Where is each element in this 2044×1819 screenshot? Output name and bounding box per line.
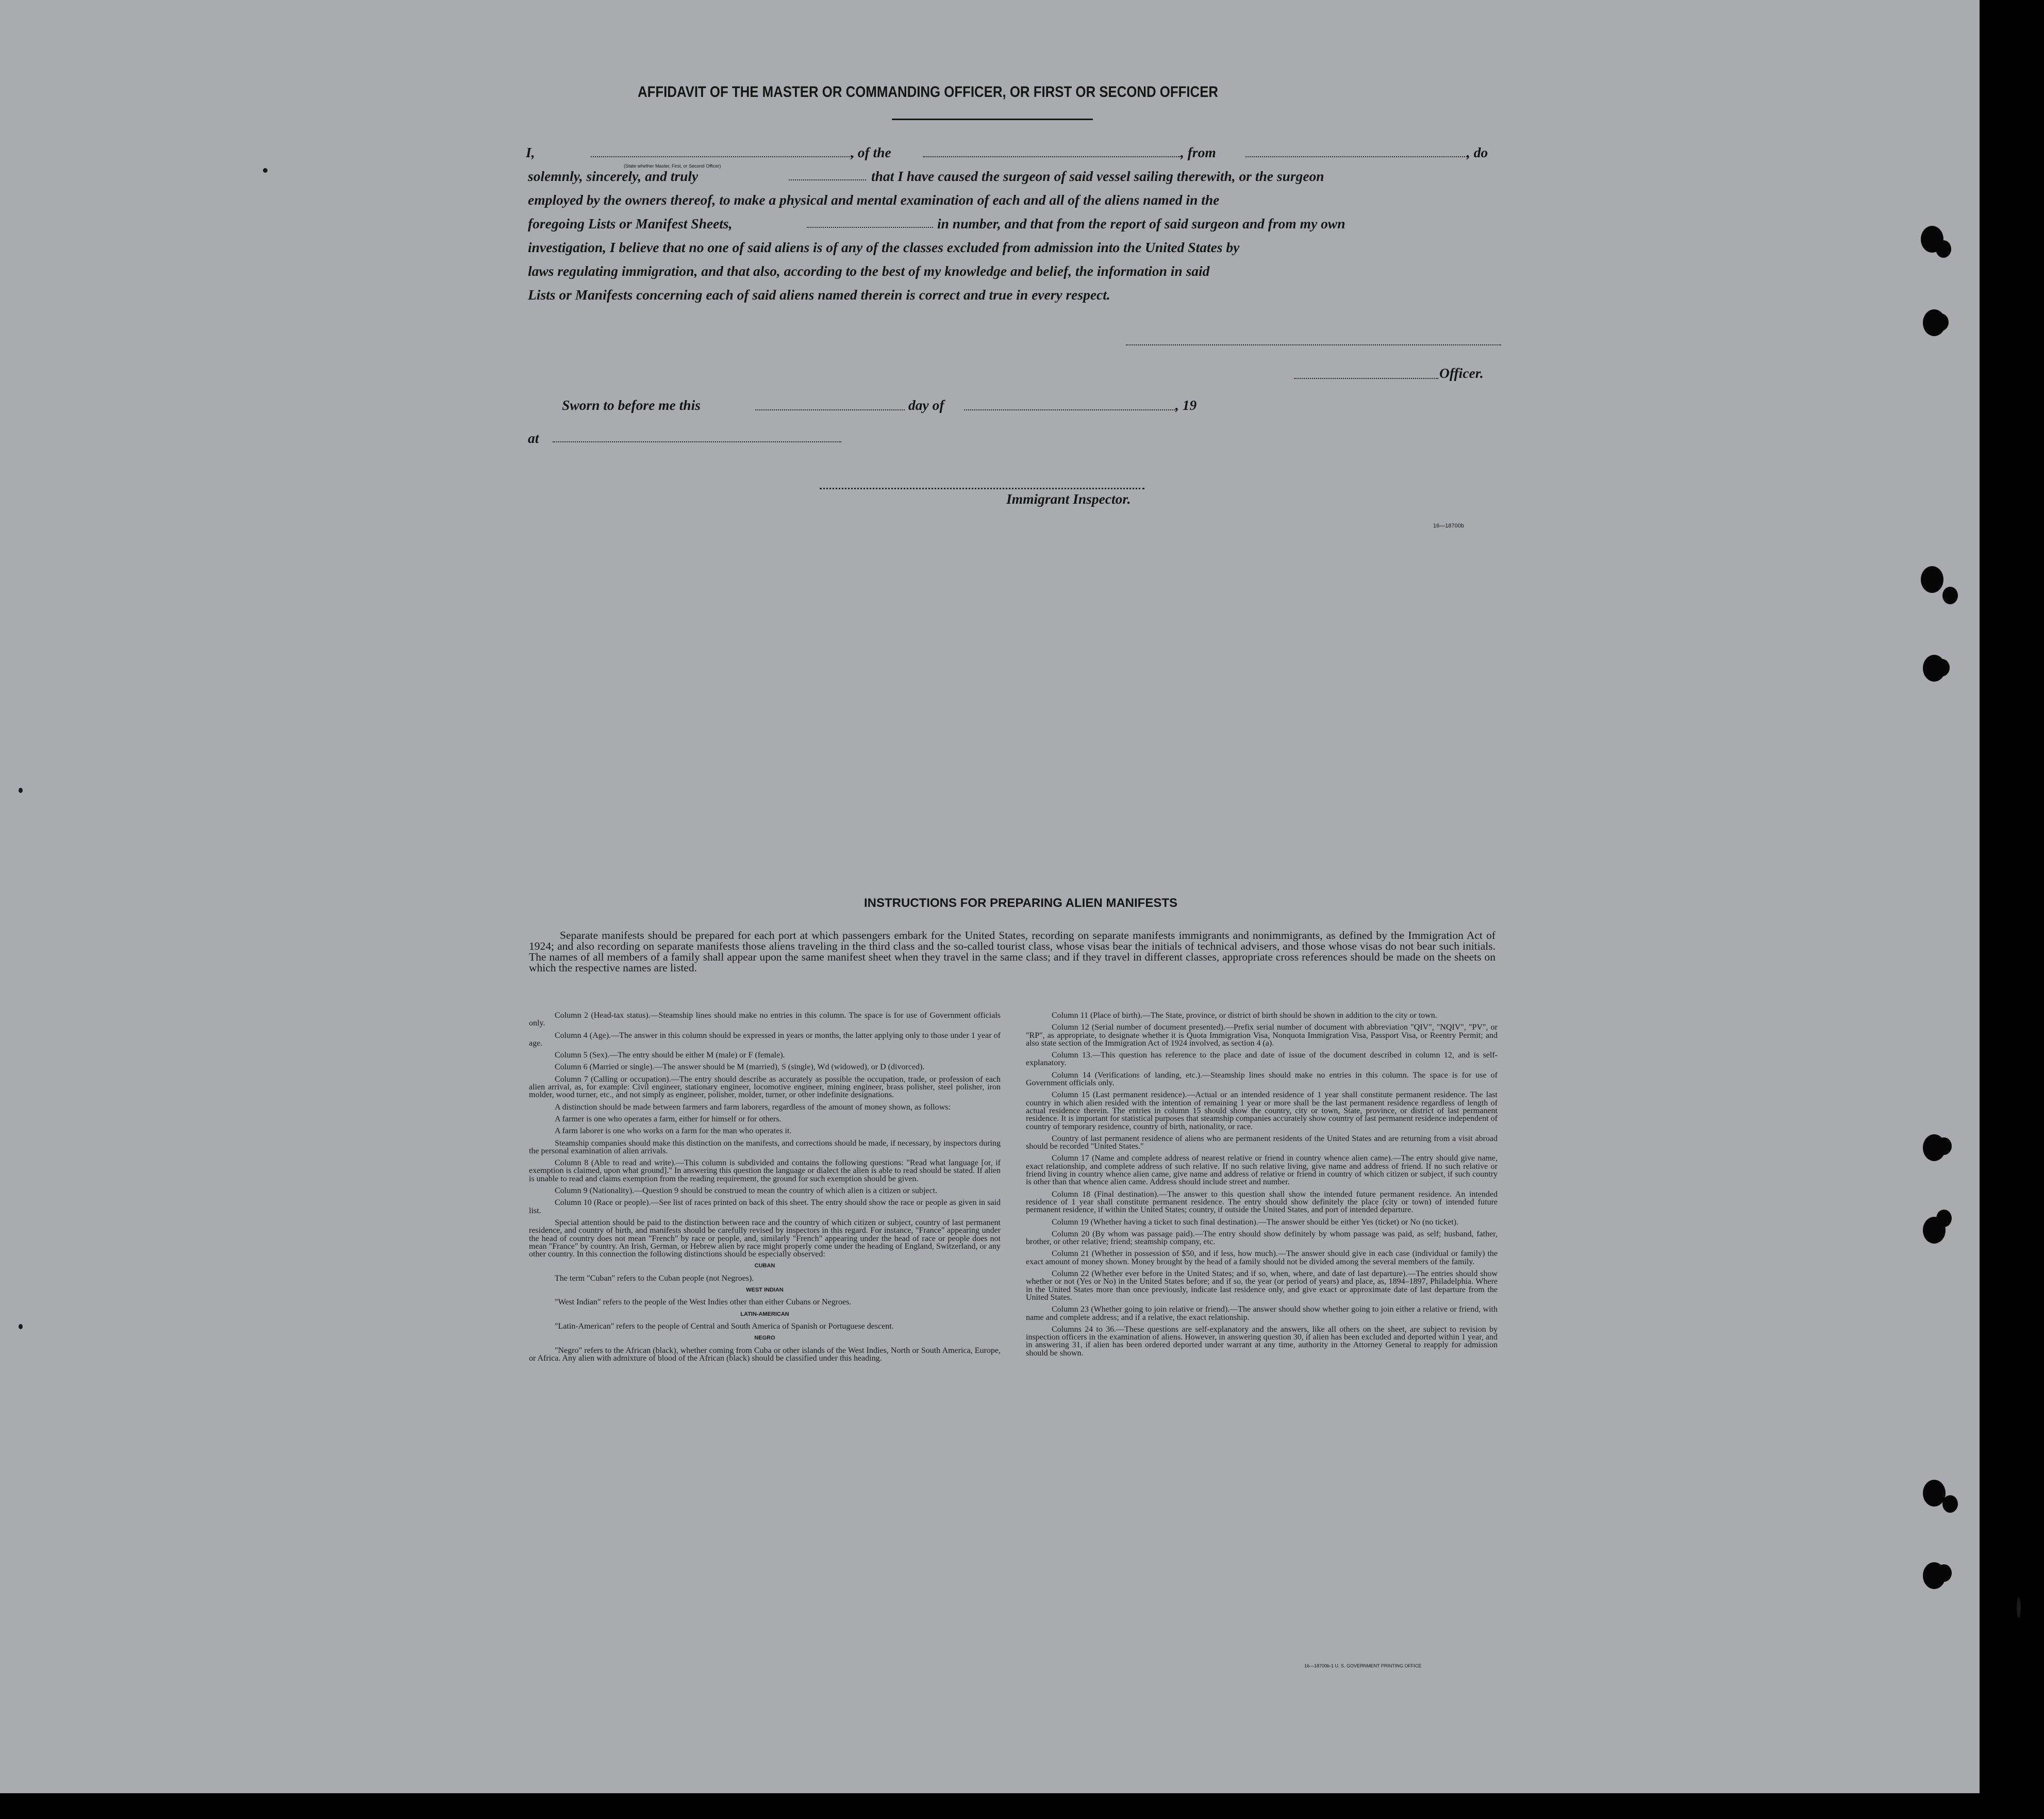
sworn-place-blank[interactable] <box>553 441 841 442</box>
vessel-name-blank[interactable] <box>923 156 1181 157</box>
sworn-day-blank[interactable] <box>755 409 905 410</box>
instruction-paragraph: A distinction should be made between farmers and farm laborers, regardless of the amount of money shown, as follows: <box>555 1102 951 1112</box>
form-code: 16—18700b <box>1433 523 1464 529</box>
officer-label: Officer. <box>1439 365 1484 381</box>
instruction-paragraph: "West Indian" refers to the people of the West Indies other than either Cubans or Negroes. <box>555 1298 852 1307</box>
printing-office-footer: 16—18700b-1 U. S. GOVERNMENT PRINTING OFFICE <box>1304 1663 1422 1668</box>
punch-hole-mark <box>1936 1564 1952 1582</box>
instruction-paragraph: Country of last permanent residence of aliens who are permanent residents of the United States and are returning from a visit abroad should be recorded "United States." <box>1026 1134 1498 1151</box>
instructions-right-column <box>1026 1012 1498 1361</box>
instruction-paragraph: The term "Cuban" refers to the Cuban people (not Negroes). <box>555 1274 754 1283</box>
year-label: , 19 <box>1175 397 1197 413</box>
instruction-paragraph: Column 10 (Race or people).—See list of races printed on back of this sheet. The entry should show the race or people as given in said list. <box>529 1198 1001 1215</box>
punch-hole-mark <box>1921 566 1943 593</box>
ink-speck <box>19 788 23 793</box>
affidavit-line-4-b: in number, and that from the report of said surgeon and from my own <box>937 216 1345 231</box>
punch-hole-mark <box>1942 587 1958 604</box>
instruction-paragraph: Column 13.—This question has reference to the place and date of issue of the document described in column 12, and is self-explanatory. <box>1026 1051 1498 1068</box>
affidavit-line-1-do: , do <box>1467 144 1488 160</box>
ink-speck <box>19 1324 23 1329</box>
instructions-intro: Separate manifests should be prepared for each port at which passengers embark for the United States, recording on separate manifests immigrants and nonimmigrants, as defined by the Immigration Act of 1924; and also recording on separate manifests those aliens traveling in the third class and the so-called tourist class, whose visas bear the initials of technical advisers, and those whose visas do not bear such initials. The names of all members of a family shall appear upon the same manifest sheet when they travel in the same class; and if they travel in different classes, appropriate cross references should be made on the sheets on which the respective names are listed. <box>529 929 1495 974</box>
instruction-paragraph: Column 21 (Whether in possession of $50, and if less, how much).—The answer should give in each case (individual or family) the exact amount of money shown. Money brought by the head of a family should not be divided among the several members of the family. <box>1026 1249 1498 1266</box>
instruction-paragraph: Column 6 (Married or single).—The answer should be M (married), S (single), Wd (widowed), or D (divorced). <box>555 1063 925 1072</box>
affidavit-line-1-of: , of the <box>851 144 891 160</box>
punch-hole-mark <box>1934 659 1950 676</box>
instruction-paragraph: A farmer is one who operates a farm, either for himself or for others. <box>555 1114 782 1123</box>
affidavit-line-2-b: that I have caused the surgeon of said vessel sailing therewith, or the surgeon <box>871 168 1324 184</box>
instruction-paragraph: Column 5 (Sex).—The entry should be either M (male) or F (female). <box>555 1051 785 1060</box>
ink-speck <box>2017 1597 2021 1618</box>
ink-speck <box>263 168 268 173</box>
affidavit-line-7: Lists or Manifests concerning each of said aliens named therein is correct and true in every respect. <box>528 287 1110 303</box>
instruction-paragraph: Steamship companies should make this distinction on the manifests, and corrections should be made, if necessary, by inspectors during the personal examination of alien arrivals. <box>529 1138 1001 1155</box>
officer-title-blank[interactable] <box>1294 378 1438 379</box>
inspector-signature-line[interactable] <box>820 488 1144 489</box>
instruction-paragraph: Special attention should be paid to the distinction between race and the country of which citizen or subject, country of last permanent residence, and country of birth, and manifests should be carefully revised by inspectors in this regard. For instance, "France" appearing under the head of country does not mean "French" by race or people, and, similarly "French" appearing under the head of race or people does not mean "France" by country. An Irish, German, or Hebrew alien by race might properly come under the heading of England, Switzerland, or any other country. In this connection the following distinctions should be especially observed: <box>529 1218 1001 1259</box>
instruction-paragraph: Column 12 (Serial number of document presented).—Prefix serial number of document with abbreviation "QIV", "NQIV", "PV", or "RP", as appropriate, to designate whether it is Quota Immigration Visa, Nonquota Immigration Visa, Passport Visa, or Reentry Permit; and also state section of the Immigration Act of 1924 involved, as section 4 (a). <box>1026 1023 1498 1048</box>
officer-signature-line[interactable] <box>1126 344 1501 345</box>
sworn-month-blank[interactable] <box>964 409 1175 410</box>
instruction-paragraph: A farm laborer is one who works on a farm for the man who operates it. <box>555 1127 792 1136</box>
instruction-paragraph: Column 9 (Nationality).—Question 9 should be construed to mean the country of which alien is a citizen or subject. <box>555 1186 938 1196</box>
punch-hole-mark <box>1936 1210 1952 1227</box>
affidavit-line-1-from: , from <box>1181 144 1216 160</box>
oath-blank[interactable] <box>789 179 866 180</box>
officer-rank-note: (State whether Master, First, or Second Officer) <box>624 163 721 169</box>
officer-rank-blank[interactable] <box>591 156 854 157</box>
section-heading-west-indian: WEST INDIAN <box>746 1287 784 1294</box>
day-of-label: day of <box>908 397 944 413</box>
punch-hole-mark <box>1942 1495 1958 1513</box>
instruction-paragraph: Column 20 (By whom was passage paid).—The entry should show definitely by whom passage was paid, as self; husband, father, brother, or other relative; friend; steamship company, etc. <box>1026 1229 1498 1247</box>
instruction-paragraph: Column 14 (Verifications of landing, etc.).—Steamship lines should make no entries in this column. The space is for use of Government officials only. <box>1026 1070 1498 1088</box>
instruction-paragraph: Column 15 (Last permanent residence).—Actual or an intended residence of 1 year shall constitute permanent residence. The last country in which alien resided with the intention of remaining 1 year or more shall be the last permanent residence regardless of length of actual residence therein. The entries in column 15 should show the country, city or town, State, province, or district of last permanent residence. It is important for statistical purposes that steamship companies accurately show country of last permanent residence independent of country of temporary residence, country of birth, nationality, or race. <box>1026 1090 1498 1131</box>
affidavit-line-2-a: solemnly, sincerely, and truly <box>528 168 699 184</box>
instruction-paragraph: "Negro" refers to the African (black), whether coming from Cuba or other islands of the West Indies, North or South America, Europe, or Africa. Any alien with admixture of blood of the African (black) should be classified under this heading. <box>529 1346 1001 1363</box>
sheet-count-blank[interactable] <box>807 227 933 228</box>
instruction-paragraph: Column 4 (Age).—The answer in this column should be expressed in years or months, the latter applying only to those under 1 year of age. <box>529 1031 1001 1048</box>
instructions-left-column <box>529 1012 1001 1366</box>
affidavit-line-4-a: foregoing Lists or Manifest Sheets, <box>528 216 733 231</box>
affidavit-line-3: employed by the owners thereof, to make a physical and mental examination of each and all of the aliens named in the <box>528 192 1220 208</box>
affidavit-line-6: laws regulating immigration, and that also, according to the best of my knowledge and belief, the information in said <box>528 263 1210 279</box>
affidavit-line-5: investigation, I believe that no one of said aliens is of any of the classes excluded from admission into the United States by <box>528 239 1240 255</box>
inspector-label: Immigrant Inspector. <box>1006 491 1131 507</box>
instruction-paragraph: Columns 24 to 36.—These questions are self-explanatory and the answers, like all others on the sheet, are subject to revision by inspection officers in the examination of aliens. However, in answering question 30, if alien has been excluded and deported within 1 year, and in answering 31, if alien has been ordered deported under warrant at any time, authority in the Attorney General to reapply for admission should be shown. <box>1026 1325 1498 1358</box>
at-label: at <box>528 430 539 446</box>
instruction-paragraph: Column 8 (Able to read and write).—This column is subdivided and contains the following questions: "Read what language [or, if exemption is claimed, upon what ground]." In answering this question the language or dialect the alien is able to read should be stated. If alien is unable to read and claims exemption from the reading requirement, the ground for such exemption should be given. <box>529 1159 1001 1183</box>
port-from-blank[interactable] <box>1245 156 1467 157</box>
instruction-paragraph: Column 23 (Whether going to join relative or friend).—The answer should show whether going to join either a relative or friend, with name and complete address; and if a relative, the exact relationship. <box>1026 1305 1498 1322</box>
punch-hole-mark <box>1936 240 1951 258</box>
instruction-paragraph: Column 19 (Whether having a ticket to such final destination).—The answer should be either Yes (ticket) or No (no ticket). <box>1052 1217 1459 1227</box>
instruction-paragraph: Column 18 (Final destination).—The answer to this question shall show the intended future permanent residence. An intended residence of 1 year shall constitute permanent residence. The entry should show definitely the place (city or town) of intended future permanent residence, if within the United States; country, if outside the United States, and port of intended departure. <box>1026 1189 1498 1215</box>
instruction-paragraph: "Latin-American" refers to the people of Central and South America of Spanish or Portuguese descent. <box>555 1321 894 1331</box>
punch-hole-mark <box>1933 313 1949 331</box>
instruction-paragraph: Column 7 (Calling or occupation).—The entry should describe as accurately as possible the occupation, trade, or profession of each alien arrival, as, for example: Civil engineer, stationary engineer, locomotive engineer, mining engineer, brass polisher, steel polisher, iron molder, wood turner, etc., and not simply as engineer, polisher, molder, turner, or other indefinite designations. <box>529 1074 1001 1100</box>
instruction-paragraph: Column 2 (Head-tax status).—Steamship lines should make no entries in this column. The space is for use of Government officials only. <box>529 1011 1001 1028</box>
instruction-paragraph: Column 22 (Whether ever before in the United States; and if so, when, where, and date of last departure).—The entries should show whether or not (Yes or No) in the United States before; and if so, the year (or period of years) and place, as, 1894–1897, Philadelphia. Where in the United States more than once previously, indicate last residence only, and give exact or approximate date of last departure from the United States. <box>1026 1269 1498 1302</box>
punch-hole-mark <box>1936 1137 1952 1155</box>
section-heading-cuban: CUBAN <box>754 1263 775 1269</box>
title-underline <box>892 119 1093 120</box>
instructions-title: INSTRUCTIONS FOR PREPARING ALIEN MANIFESTS <box>863 896 1177 910</box>
instruction-paragraph: Column 17 (Name and complete address of nearest relative or friend in country whence alien came).—The entry should give name, exact relationship, and complete address of such relative. If no such relative living, give name and address of friend. If no such relative or friend living in country whence alien came, give name and address of relative or friend in country of which citizen or subject, if such country is other than that whence alien came. Address should include street and number. <box>1026 1154 1498 1187</box>
sworn-text: Sworn to before me this <box>562 397 701 413</box>
instruction-paragraph: Column 11 (Place of birth).—The State, province, or district of birth should be shown in addition to the city or town. <box>1052 1011 1437 1020</box>
affidavit-title: AFFIDAVIT OF THE MASTER OR COMMANDING OFFICER, OR FIRST OR SECOND OFFICER <box>637 84 1219 101</box>
affidavit-line-1-i: I, <box>526 144 535 160</box>
section-heading-negro: NEGRO <box>754 1335 775 1342</box>
section-heading-latin-american: LATIN-AMERICAN <box>740 1311 789 1317</box>
